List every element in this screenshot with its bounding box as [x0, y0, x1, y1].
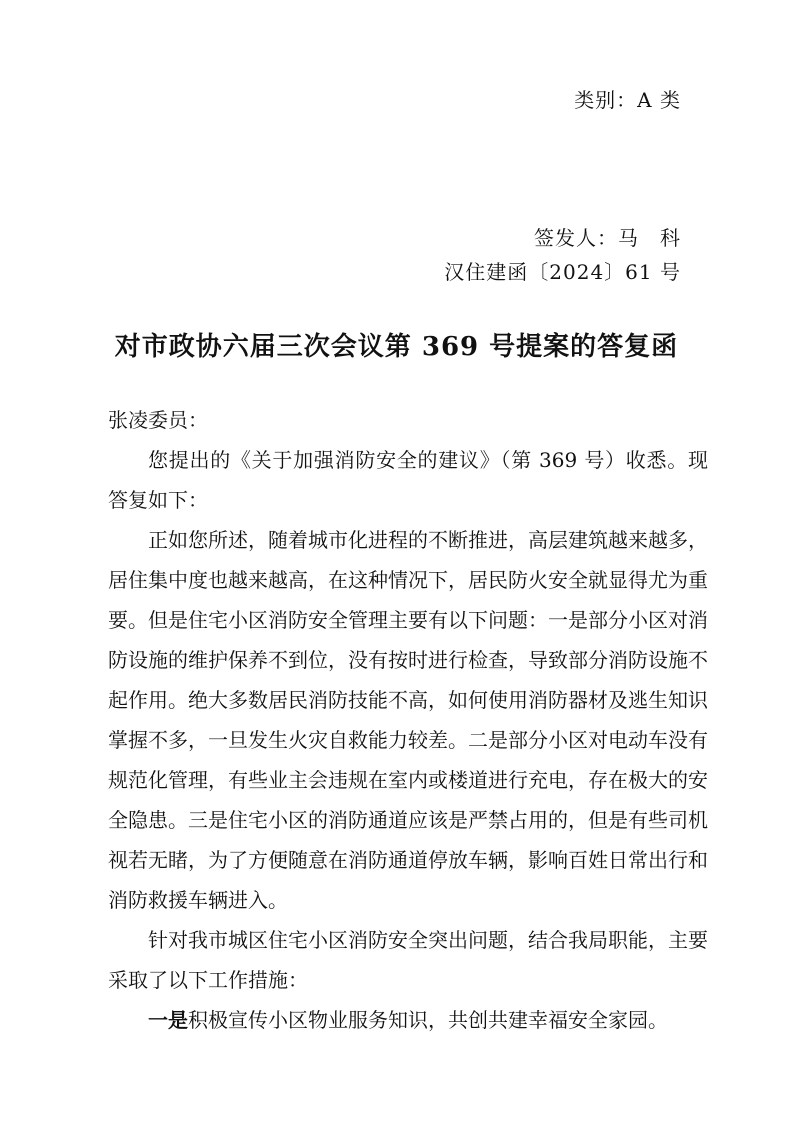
category-label: 类别：A 类 — [574, 88, 681, 112]
salutation: 张凌委员： — [108, 408, 208, 432]
measure-item-1 — [108, 1000, 708, 1040]
paragraph-acknowledgement: 您提出的《关于加强消防安全的建议》（第 369 号）收悉。现答复如下： — [108, 448, 708, 512]
measure-item-1-label: 一是 — [148, 1008, 188, 1032]
signer-label: 签发人：马 科 — [534, 226, 681, 250]
measure-item-1-text: 积极宣传小区物业服务知识，共创共建幸福安全家园。 — [188, 1008, 668, 1032]
document-body — [108, 400, 708, 1040]
document-title: 对市政协六届三次会议第 369 号提案的答复函 — [114, 332, 679, 362]
paragraph-measures-intro: 针对我市城区住宅小区消防安全突出问题，结合我局职能，主要采取了以下工作措施： — [108, 928, 708, 992]
paragraph-problems: 正如您所述，随着城市化进程的不断推进，高层建筑越来越多，居住集中度也越来越高，在这种情况下，居民防火安全就显得尤为重要。但是住宅小区消防安全管理主要有以下问题：一是部分小区对消防设施的维护保养不到位，没有按时进行检查，导致部分消防设施不起作用。绝大多数居民消防技能不高，如何使用消防器材及逃生知识掌握不多，一旦发生火灾自救能力较差。二是部分小区对电动车没有规范化管理，有些业主会违规在室内或楼道进行充电，存在极大的安全隐患。三是住宅小区的消防通道应该是严禁占用的，但是有些司机视若无睹，为了方便随意在消防通道停放车辆，影响百姓日常出行和消防救援车辆进入。 — [108, 528, 708, 912]
document-number: 汉住建函〔2024〕61 号 — [444, 260, 681, 284]
